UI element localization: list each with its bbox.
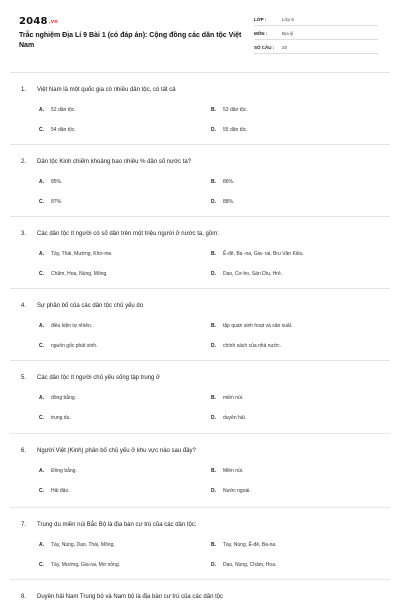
answer-key: B.	[211, 395, 216, 401]
answer-key: B.	[211, 107, 216, 113]
answer-key: A.	[39, 542, 44, 548]
question-text	[21, 231, 219, 237]
answer-key: D.	[211, 343, 216, 349]
answer-key: A.	[39, 323, 44, 329]
answer-key: C.	[39, 271, 44, 277]
answer-option[interactable]	[211, 107, 248, 113]
question-number: 7.	[21, 522, 27, 528]
question-label: Sự phân bố của các dân tộc chủ yếu do	[37, 303, 144, 309]
answer-text: tập quán sinh hoạt và sản xuất.	[223, 323, 293, 329]
answer-option[interactable]	[39, 343, 97, 349]
answer-option[interactable]	[39, 127, 76, 133]
answer-option[interactable]	[211, 323, 293, 329]
answer-text: Miền núi.	[223, 468, 244, 474]
answer-text: 55 dân tộc.	[223, 127, 248, 133]
answer-option[interactable]	[39, 395, 76, 401]
answer-option[interactable]	[39, 107, 76, 113]
answer-key: C.	[39, 415, 44, 421]
answer-text: Tày, Mường, Gia-rai, Mơ nông.	[51, 562, 120, 568]
question-text	[21, 87, 176, 93]
answer-text: Tày, Nùng, Ê-đê, Ba-na.	[223, 542, 277, 548]
answer-text: điều kiện tự nhiên.	[51, 323, 93, 329]
meta-row-class	[254, 13, 378, 26]
answer-key: C.	[39, 562, 44, 568]
answer-key: B.	[211, 179, 216, 185]
answer-text: Nước ngoài.	[223, 488, 251, 494]
answer-option[interactable]	[39, 199, 62, 205]
question-text	[21, 159, 191, 165]
answer-key: B.	[211, 542, 216, 548]
question-label: Duyên hải Nam Trung bộ và Nam bộ là địa bàn cư trú của các dân tộc	[37, 594, 224, 600]
answer-option[interactable]	[39, 271, 108, 277]
answer-key: D.	[211, 199, 216, 205]
question-number: 5.	[21, 375, 27, 381]
answer-text: Chăm, Hoa, Nùng, Mông.	[51, 271, 108, 277]
answer-text: Tày, Nùng, Dao, Thái, Mông.	[51, 542, 115, 548]
answer-key: A.	[39, 107, 44, 113]
answer-text: Tày, Thái, Mường, Khơ-me.	[51, 251, 113, 257]
answer-option[interactable]	[39, 415, 71, 421]
question-item	[10, 360, 390, 427]
question-item	[10, 72, 390, 139]
answer-option[interactable]	[211, 199, 234, 205]
answer-text: trung du.	[51, 415, 71, 421]
answer-option[interactable]	[211, 562, 276, 568]
meta-row-subject	[254, 27, 378, 40]
answer-text: Dao, Nùng, Chăm, Hoa.	[223, 562, 277, 568]
page-header	[0, 0, 400, 64]
question-text	[21, 303, 143, 309]
question-text	[21, 448, 196, 454]
answer-key: D.	[211, 415, 216, 421]
page-title: Trắc nghiệm Địa Lí 9 Bài 1 (có đáp án): Cộng đồng các dân tộc Việt Nam	[19, 32, 242, 49]
answer-text: Dao, Cơ-ho, Sán Dìu, Hrê.	[223, 271, 283, 277]
answer-option[interactable]	[39, 179, 62, 185]
question-number: 3.	[21, 231, 27, 237]
answer-option[interactable]	[39, 323, 92, 329]
question-label: Các dân tộc ít người chủ yếu sống tập trung ở	[37, 375, 160, 381]
answer-text: 88%.	[223, 199, 235, 205]
answer-text: nguồn gốc phát sinh.	[51, 343, 98, 349]
meta-label: LỚP :	[254, 16, 267, 22]
answer-option[interactable]	[211, 542, 277, 548]
answer-option[interactable]	[211, 468, 243, 474]
answer-key: B.	[211, 251, 216, 257]
answer-option[interactable]	[211, 271, 282, 277]
question-item	[10, 144, 390, 211]
answer-key: D.	[211, 127, 216, 133]
answer-option[interactable]	[39, 251, 113, 257]
meta-row-count	[254, 41, 378, 54]
answer-option[interactable]	[39, 468, 77, 474]
question-label: Dân tộc Kinh chiếm khoảng bao nhiêu % dân số nước ta?	[37, 159, 192, 165]
answer-key: D.	[211, 271, 216, 277]
site-logo[interactable]	[19, 16, 58, 27]
answer-key: C.	[39, 127, 44, 133]
meta-info	[254, 13, 378, 55]
answer-key: D.	[211, 488, 216, 494]
question-text	[21, 594, 223, 600]
meta-label: MÔN :	[254, 30, 268, 36]
meta-value: Địa lý	[282, 30, 294, 36]
answer-text: 87%.	[51, 199, 63, 205]
meta-value: 20	[282, 44, 288, 50]
answer-text: chính sách của nhà nước.	[223, 343, 282, 349]
question-number: 2.	[21, 159, 27, 165]
answer-key: A.	[39, 395, 44, 401]
question-label: Việt Nam là một quốc gia có nhiều dân tộc, có tất cả	[37, 87, 176, 93]
question-text	[21, 375, 160, 381]
answer-option[interactable]	[211, 179, 234, 185]
question-number: 1.	[21, 87, 27, 93]
answer-text: miền núi.	[223, 395, 244, 401]
answer-key: C.	[39, 488, 44, 494]
answer-text: Hải đảo.	[51, 488, 70, 494]
answer-key: D.	[211, 562, 216, 568]
answer-key: B.	[211, 468, 216, 474]
answer-option[interactable]	[211, 415, 246, 421]
answer-key: B.	[211, 323, 216, 329]
logo-suffix: .vn	[48, 19, 58, 25]
answer-key: A.	[39, 468, 44, 474]
question-item	[10, 507, 390, 574]
answer-option[interactable]	[39, 542, 115, 548]
answer-key: A.	[39, 179, 44, 185]
answer-option[interactable]	[39, 562, 120, 568]
answer-option[interactable]	[211, 343, 281, 349]
question-number: 8.	[21, 594, 27, 600]
answer-option[interactable]	[211, 251, 304, 257]
answer-key: C.	[39, 199, 44, 205]
logo-text: 2048	[19, 16, 48, 27]
question-text	[21, 522, 197, 528]
question-number: 6.	[21, 448, 27, 454]
answer-key: A.	[39, 251, 44, 257]
answer-text: 85%.	[51, 179, 63, 185]
question-item	[10, 216, 390, 283]
answer-text: đồng bằng.	[51, 395, 77, 401]
answer-option[interactable]	[211, 488, 251, 494]
answer-option[interactable]	[211, 127, 248, 133]
meta-label: SỐ CÂU :	[254, 44, 275, 50]
question-number: 4.	[21, 303, 27, 309]
meta-value: Lớp 9	[282, 16, 294, 22]
answer-text: 53 dân tộc.	[223, 107, 248, 113]
answer-text: Ê-đê, Ba -na, Gia- rai, Bru Vân Kiều.	[223, 251, 304, 257]
question-label: Các dân tộc ít người có số dân trên một triệu người ở nước ta, gồm:	[37, 231, 219, 237]
answer-text: Đồng bằng.	[51, 468, 77, 474]
answer-option[interactable]	[39, 488, 70, 494]
answer-key: C.	[39, 343, 44, 349]
question-label: Trung du miền núi Bắc Bộ là địa bàn cư trú của các dân tộc:	[37, 522, 197, 528]
question-label: Người Việt (Kinh) phân bố chủ yếu ở khu vực nào sau đây?	[37, 448, 196, 454]
answer-text: 54 dân tộc.	[51, 127, 76, 133]
question-item	[10, 433, 390, 500]
question-item	[10, 288, 390, 355]
question-item	[10, 579, 390, 600]
answer-text: duyên hải.	[223, 415, 247, 421]
answer-text: 52 dân tộc.	[51, 107, 76, 113]
answer-text: 86%.	[223, 179, 235, 185]
answer-option[interactable]	[211, 395, 243, 401]
